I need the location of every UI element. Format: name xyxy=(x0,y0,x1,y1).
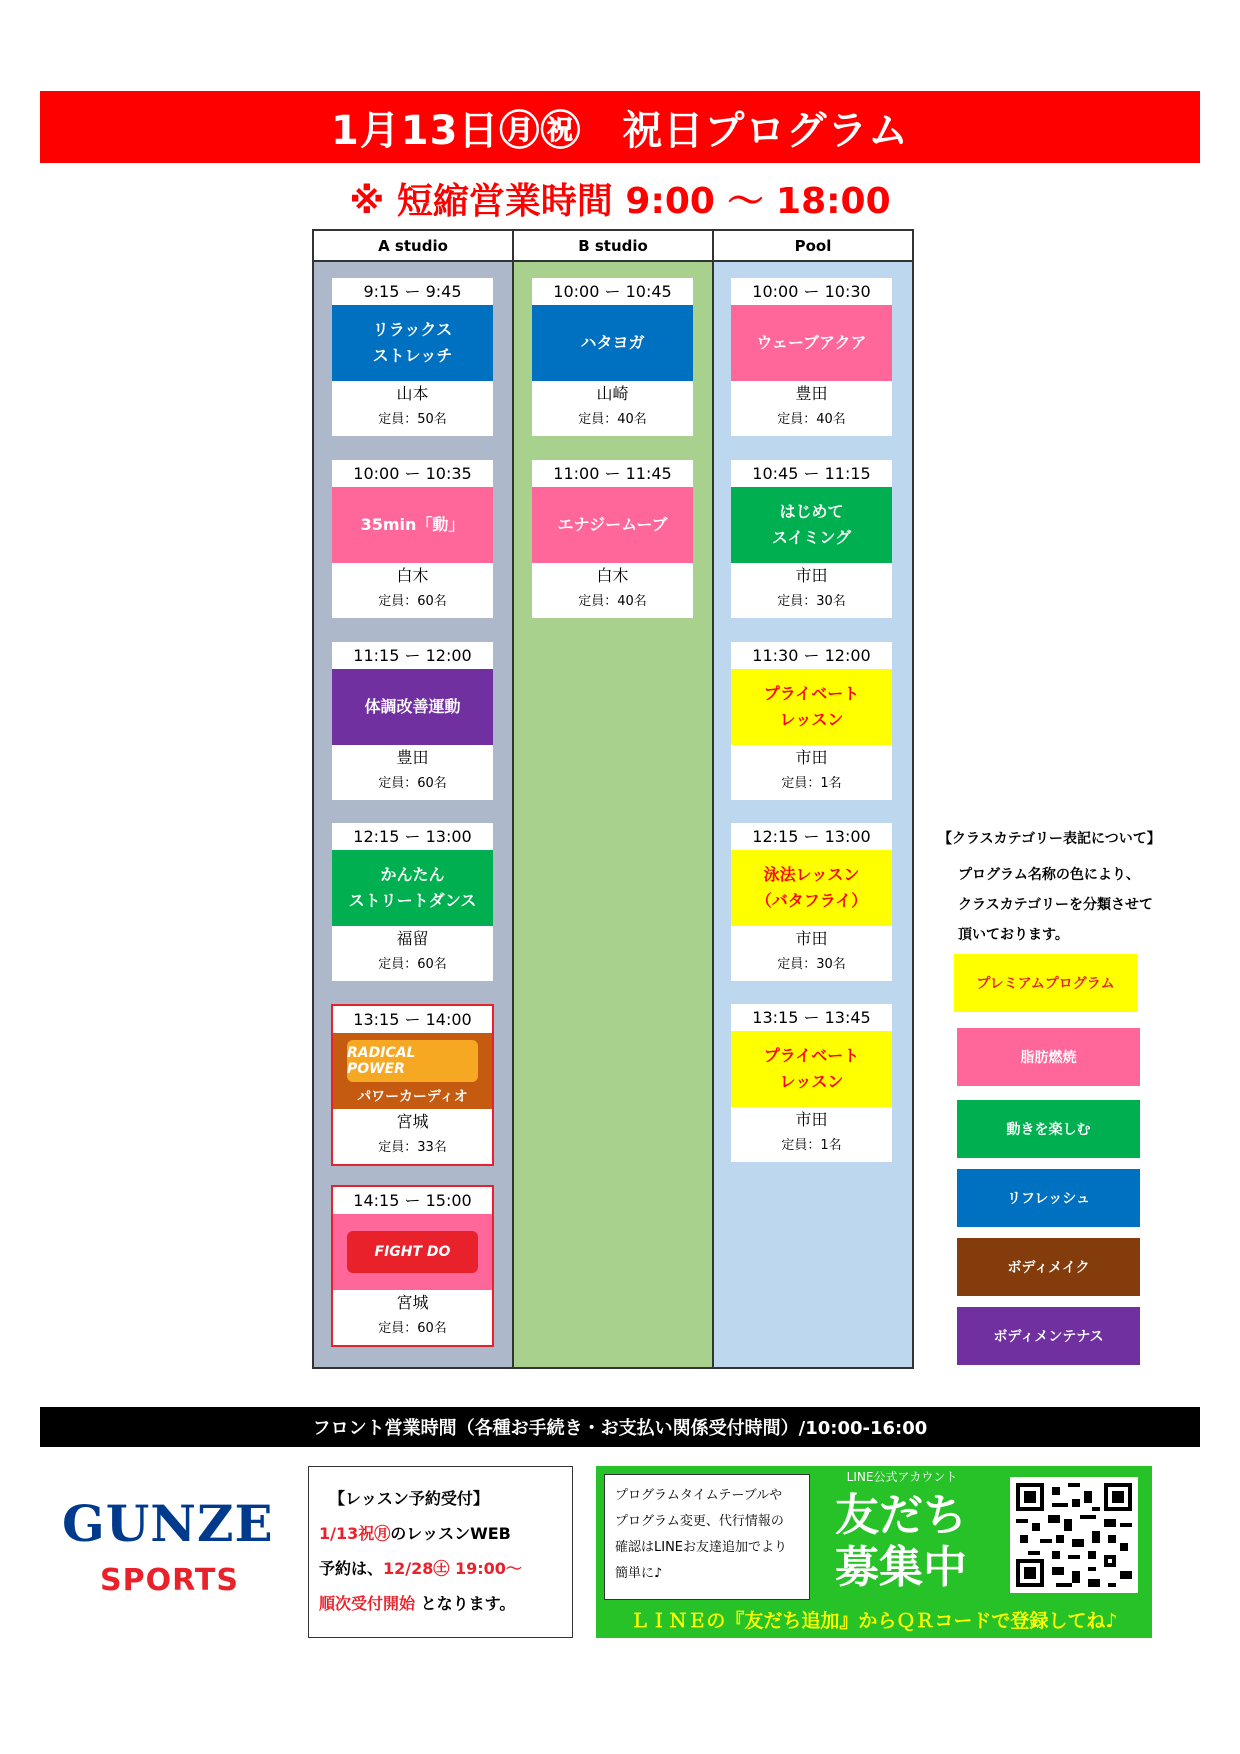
line-instruction: ＬＩＮＥの『友だち追加』からＱＲコードで登録してね♪ xyxy=(630,1610,1118,1632)
class-card[interactable] xyxy=(731,1004,892,1162)
class-instructor: 山崎 xyxy=(596,384,629,403)
column-header-b: B studio xyxy=(514,231,714,262)
class-card[interactable] xyxy=(332,642,493,800)
class-capacity: 定員：30名 xyxy=(777,957,846,972)
class-time: 10:45 ー 11:15 xyxy=(752,464,871,483)
reservation-heading: 【レッスン予約受付】 xyxy=(329,1489,489,1508)
legend-premium: プレミアムプログラム xyxy=(954,954,1137,1012)
class-card[interactable] xyxy=(731,460,892,618)
class-capacity: 定員：60名 xyxy=(378,594,447,609)
class-time: 11:15 ー 12:00 xyxy=(353,646,472,665)
class-card[interactable] xyxy=(332,278,493,436)
reservation-text: となります。 xyxy=(420,1594,516,1613)
legend-description: プログラム名称の色により、 クラスカテゴリーを分類させて 頂いております。 xyxy=(958,867,1154,943)
class-time: 11:30 ー 12:00 xyxy=(752,646,871,665)
class-card[interactable] xyxy=(331,1185,494,1347)
reservation-start-time: 12/28㊏ 19:00～ xyxy=(383,1559,522,1578)
class-capacity: 定員：30名 xyxy=(777,594,846,609)
class-instructor: 豊田 xyxy=(795,384,828,403)
class-time: 12:15 ー 13:00 xyxy=(353,827,472,846)
legend-refresh: リフレッシュ xyxy=(957,1169,1140,1227)
class-name: エナジームーブ xyxy=(532,487,693,563)
sports-logo: SPORTS xyxy=(100,1563,239,1598)
class-time: 9:15 ー 9:45 xyxy=(363,282,462,301)
class-capacity: 定員：40名 xyxy=(578,594,647,609)
class-card[interactable] xyxy=(332,823,493,981)
class-instructor: 豊田 xyxy=(396,748,429,767)
class-time: 11:00 ー 11:45 xyxy=(553,464,672,483)
front-desk-hours: フロント営業時間（各種お手続き・お支払い関係受付時間）/10:00-16:00 xyxy=(40,1407,1200,1447)
class-instructor: 山本 xyxy=(396,384,429,403)
legend-body-maintenance: ボディメンテナス xyxy=(957,1307,1140,1365)
class-instructor: 市田 xyxy=(795,748,828,767)
class-instructor: 宮城 xyxy=(396,1293,429,1312)
class-card[interactable] xyxy=(332,460,493,618)
class-capacity: 定員：60名 xyxy=(378,1321,447,1336)
class-card[interactable] xyxy=(532,278,693,436)
class-time: 14:15 ー 15:00 xyxy=(353,1191,472,1210)
class-capacity: 定員：50名 xyxy=(378,412,447,427)
class-instructor: 市田 xyxy=(795,929,828,948)
class-name: ウェーブアクア xyxy=(731,305,892,381)
class-instructor: 市田 xyxy=(795,1110,828,1129)
class-instructor: 白木 xyxy=(596,566,629,585)
class-capacity: 定員：1名 xyxy=(781,1138,842,1153)
class-capacity: 定員：60名 xyxy=(378,957,447,972)
class-time: 13:15 ー 14:00 xyxy=(353,1010,472,1029)
legend-enjoy-movement: 動きを楽しむ xyxy=(957,1100,1140,1158)
class-instructor: 白木 xyxy=(396,566,429,585)
class-name: 35min「動」 xyxy=(332,487,493,563)
qr-code-icon[interactable] xyxy=(1010,1477,1138,1593)
class-capacity: 定員：33名 xyxy=(378,1140,447,1155)
class-time: 12:15 ー 13:00 xyxy=(752,827,871,846)
legend-fat-burn: 脂肪燃焼 xyxy=(957,1028,1140,1086)
class-name: プライベート レッスン xyxy=(731,669,892,745)
fight-do-logo: FIGHT DO xyxy=(347,1231,478,1273)
class-capacity: 定員：40名 xyxy=(578,412,647,427)
class-card[interactable] xyxy=(532,460,693,618)
reservation-text: のレッスンWEB xyxy=(390,1524,511,1543)
radical-power-logo: RADICAL POWER xyxy=(347,1040,478,1082)
line-info-text: プログラムタイムテーブルや プログラム変更、代行情報の 確認はLINEお友達追加でより 簡単に♪ xyxy=(604,1474,810,1600)
reservation-text: 予約は、 xyxy=(319,1559,384,1578)
class-capacity: 定員：40名 xyxy=(777,412,846,427)
class-time: 10:00 ー 10:35 xyxy=(353,464,472,483)
class-name: プライベート レッスン xyxy=(731,1031,892,1107)
class-time: 10:00 ー 10:30 xyxy=(752,282,871,301)
class-time: 10:00 ー 10:45 xyxy=(553,282,672,301)
class-instructor: 福留 xyxy=(396,929,429,948)
column-header-pool: Pool xyxy=(714,231,912,262)
reservation-date: 1/13祝㊊ xyxy=(319,1524,391,1543)
reservation-notice xyxy=(308,1466,573,1638)
column-header-a: A studio xyxy=(314,231,514,262)
class-capacity: 定員：60名 xyxy=(378,776,447,791)
class-name: パワーカーディオ xyxy=(357,1089,468,1105)
legend-title: 【クラスカテゴリー表記について】 xyxy=(938,831,1161,847)
class-capacity: 定員：1名 xyxy=(781,776,842,791)
class-name: ハタヨガ xyxy=(532,305,693,381)
reservation-open: 順次受付開始 xyxy=(319,1594,416,1613)
class-name: 体調改善運動 xyxy=(332,669,493,745)
class-card[interactable] xyxy=(731,642,892,800)
radical-power-banner xyxy=(333,1033,492,1109)
class-name: 泳法レッスン （バタフライ） xyxy=(731,850,892,926)
class-card[interactable] xyxy=(731,278,892,436)
business-hours: ※ 短縮営業時間 9:00 ～ 18:00 xyxy=(349,181,891,222)
class-card[interactable] xyxy=(331,1004,494,1166)
legend-body-make: ボディメイク xyxy=(957,1238,1140,1296)
fight-do-banner xyxy=(333,1214,492,1290)
line-account-label: LINE公式アカウント xyxy=(846,1470,958,1484)
class-time: 13:15 ー 13:45 xyxy=(752,1008,871,1027)
page-title: 1月13日㊊㊗ 祝日プログラム xyxy=(40,91,1200,163)
class-instructor: 宮城 xyxy=(396,1112,429,1131)
class-name: はじめて スイミング xyxy=(731,487,892,563)
class-card[interactable] xyxy=(731,823,892,981)
class-name: かんたん ストリートダンス xyxy=(332,850,493,926)
class-instructor: 市田 xyxy=(795,566,828,585)
class-name: リラックス ストレッチ xyxy=(332,305,493,381)
line-friends-heading: 友だち 募集中 xyxy=(835,1490,967,1593)
gunze-logo: GUNZE xyxy=(62,1494,274,1553)
